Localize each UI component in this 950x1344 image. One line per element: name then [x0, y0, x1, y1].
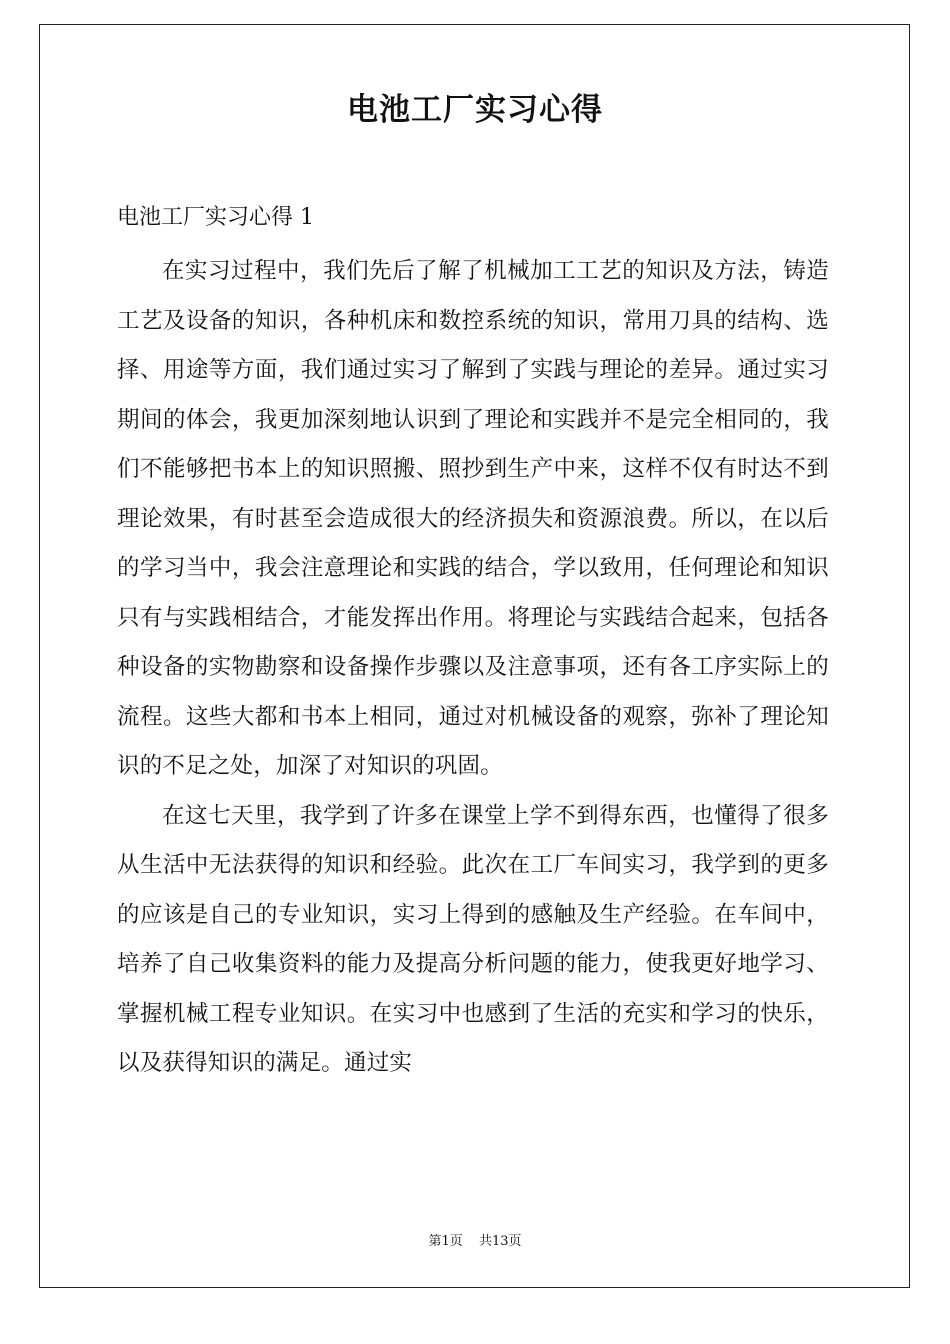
- page-number-total: 共13页: [478, 1234, 522, 1249]
- document-body: [117, 247, 829, 1089]
- section-heading: 电池工厂实习心得 1: [117, 205, 314, 230]
- page-number-current: 第1页: [428, 1234, 463, 1249]
- paragraph-1: 在实习过程中，我们先后了解了机械加工工艺的知识及方法，铸造工艺及设备的知识，各种机床和数控系统的知识，常用刀具的结构、选择、用途等方面，我们通过实习了解到了实践与理论的差异。通过实习期间的体会，我更加深刻地认识到了理论和实践并不是完全相同的，我们不能够把书本上的知识照搬、照抄到生产中来，这样不仅有时达不到理论效果，有时甚至会造成很大的经济损失和资源浪费。所以，在以后的学习当中，我会注意理论和实践的结合，学以致用，任何理论和知识只有与实践相结合，才能发挥出作用。将理论与实践结合起来，包括各种设备的实物勘察和设备操作步骤以及注意事项，还有各工序实际上的流程。这些大都和书本上相同，通过对机械设备的观察，弥补了理论知识的不足之处，加深了对知识的巩固。: [117, 258, 829, 779]
- page-footer: [0, 1232, 950, 1252]
- document-title: 电池工厂实习心得: [347, 92, 603, 128]
- paragraph-2: 在这七天里，我学到了许多在课堂上学不到得东西，也懂得了很多从生活中无法获得的知识和经验。此次在工厂车间实习，我学到的更多的应该是自己的专业知识，实习上得到的感触及生产经验。在车间中，培养了自己收集资料的能力及提高分析问题的能力，使我更好地学习、掌握机械工程专业知识。在实习中也感到了生活的充实和学习的快乐，以及获得知识的满足。通过实: [117, 802, 829, 1076]
